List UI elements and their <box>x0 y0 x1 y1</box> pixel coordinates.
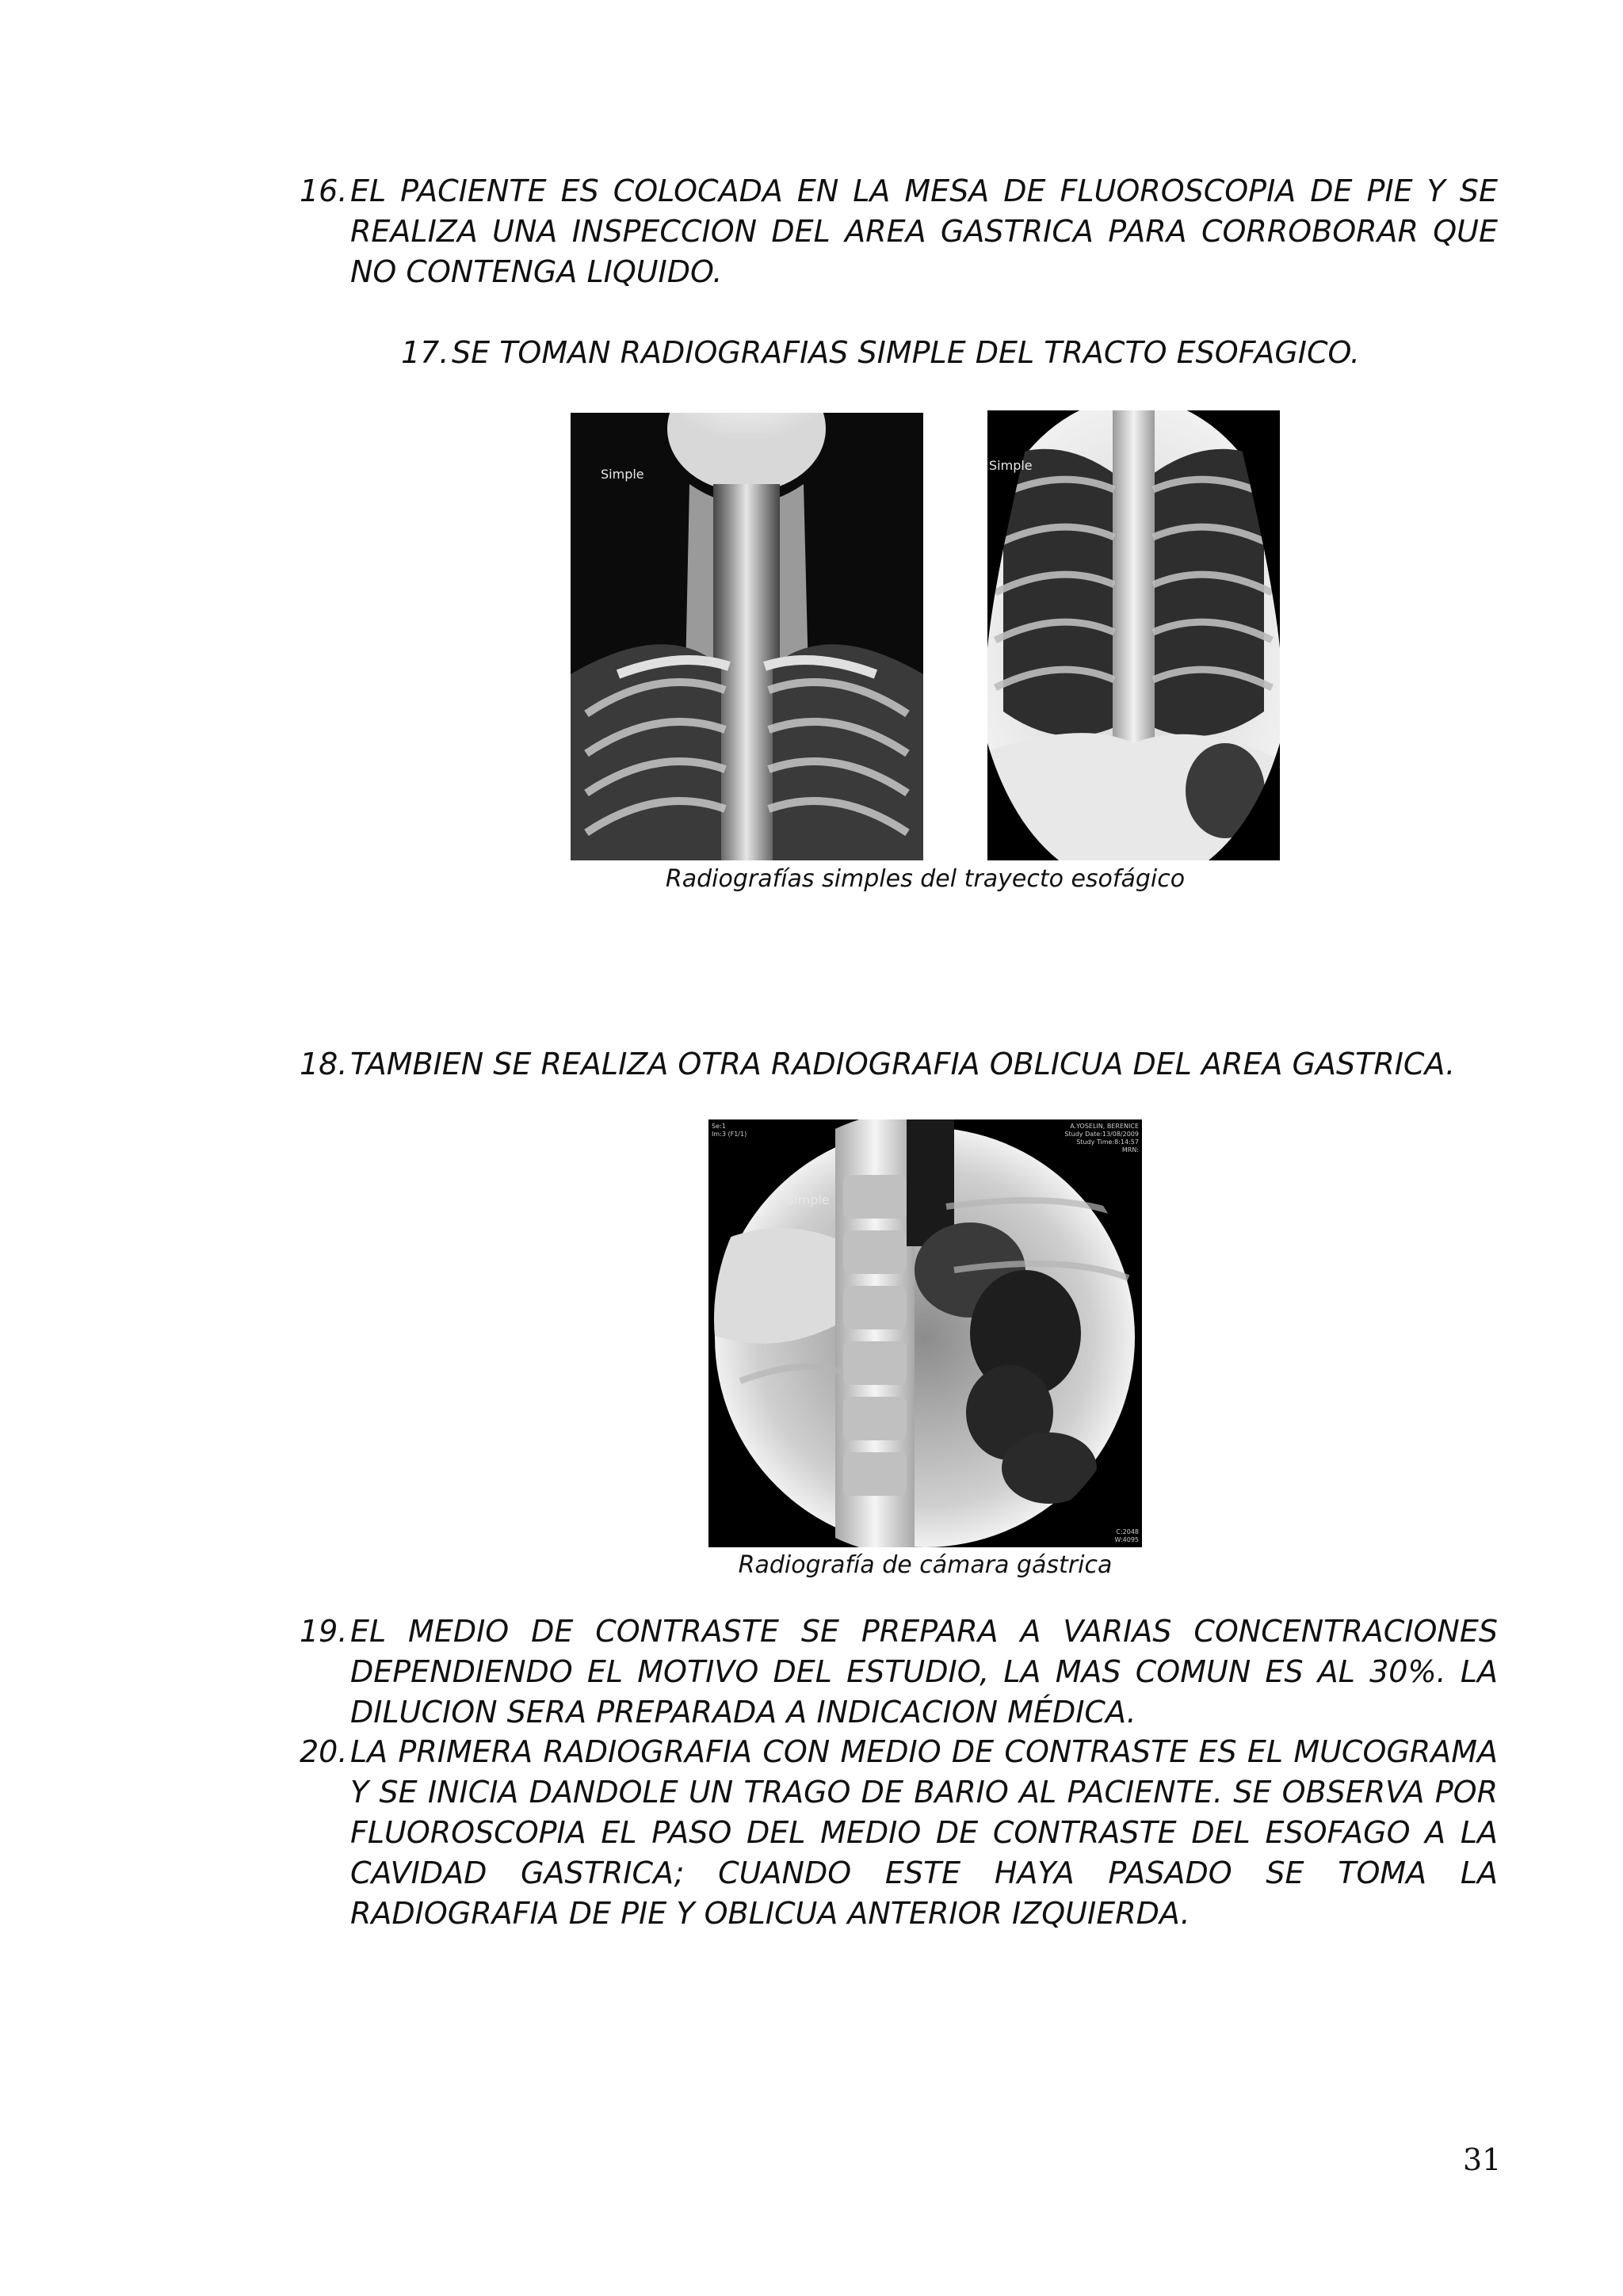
figure-caption-1: Radiografías simples del trayecto esofágico <box>665 865 1186 893</box>
item-number: 17. <box>401 335 449 370</box>
xray-label: Simple <box>786 1192 830 1207</box>
gastric-xray-image <box>708 1119 1142 1547</box>
item-number: 19. <box>300 1614 348 1649</box>
figure-caption-2: Radiografía de cámara gástrica <box>738 1551 1113 1579</box>
list-item-19 <box>300 1611 1498 1733</box>
item-text: TAMBIEN SE REALIZA OTRA RADIOGRAFIA OBLICUA DEL AREA GASTRICA. <box>350 1047 1456 1081</box>
list-item-17 <box>401 333 1510 373</box>
list-item-18 <box>300 1044 1498 1085</box>
gastric-xray-drawing <box>708 1119 1142 1547</box>
study-info-top-right: A.YOSELIN, BERENICE Study Date:13/08/2009 Study Time:8:14:57 MRN: <box>1064 1123 1139 1154</box>
study-info-top-left: Se:1 Im:3 (F1/1) <box>712 1123 747 1138</box>
item-text: SE TOMAN RADIOGRAFIAS SIMPLE DEL TRACTO ESOFAGICO. <box>452 335 1360 370</box>
item-text: LA PRIMERA RADIOGRAFIA CON MEDIO DE CONTRASTE ES EL MUCOGRAMA Y SE INICIA DANDOLE UN TRAGO DE BARIO AL PACIENTE. SE OBSERVA POR FLUOROSCOPIA EL PASO DEL MEDIO DE CONTRASTE DEL ESOFAGO A LA CAVIDAD GASTRICA; CUANDO ESTE HAYA PASADO SE TOMA LA RADIOGRAFIA DE PIE Y OBLICUA ANTERIOR IZQUIERDA. <box>350 1734 1498 1931</box>
neck-xray-image <box>571 413 923 860</box>
xray-label: Simple <box>989 458 1033 473</box>
item-number: 18. <box>300 1047 348 1081</box>
list-item-16 <box>300 171 1498 292</box>
item-number: 16. <box>300 174 348 208</box>
page-number: 31 <box>1463 2142 1502 2177</box>
chest-xray-image <box>987 410 1280 860</box>
item-number: 20. <box>300 1734 348 1769</box>
item-text: EL MEDIO DE CONTRASTE SE PREPARA A VARIAS CONCENTRACIONES DEPENDIENDO EL MOTIVO DEL ESTUDIO, LA MAS COMUN ES AL 30%. LA DILUCION SERA PREPARADA A INDICACION MÉDICA. <box>350 1614 1498 1730</box>
chest-xray-drawing <box>987 410 1280 860</box>
xray-label: Simple <box>601 467 644 482</box>
item-text: EL PACIENTE ES COLOCADA EN LA MESA DE FLUOROSCOPIA DE PIE Y SE REALIZA UNA INSPECCION DEL AREA GASTRICA PARA CORROBORAR QUE NO CONTENGA LIQUIDO. <box>350 174 1498 289</box>
study-info-bottom-right: C:2048 W:4095 <box>1114 1528 1139 1543</box>
list-item-20 <box>300 1732 1498 1934</box>
